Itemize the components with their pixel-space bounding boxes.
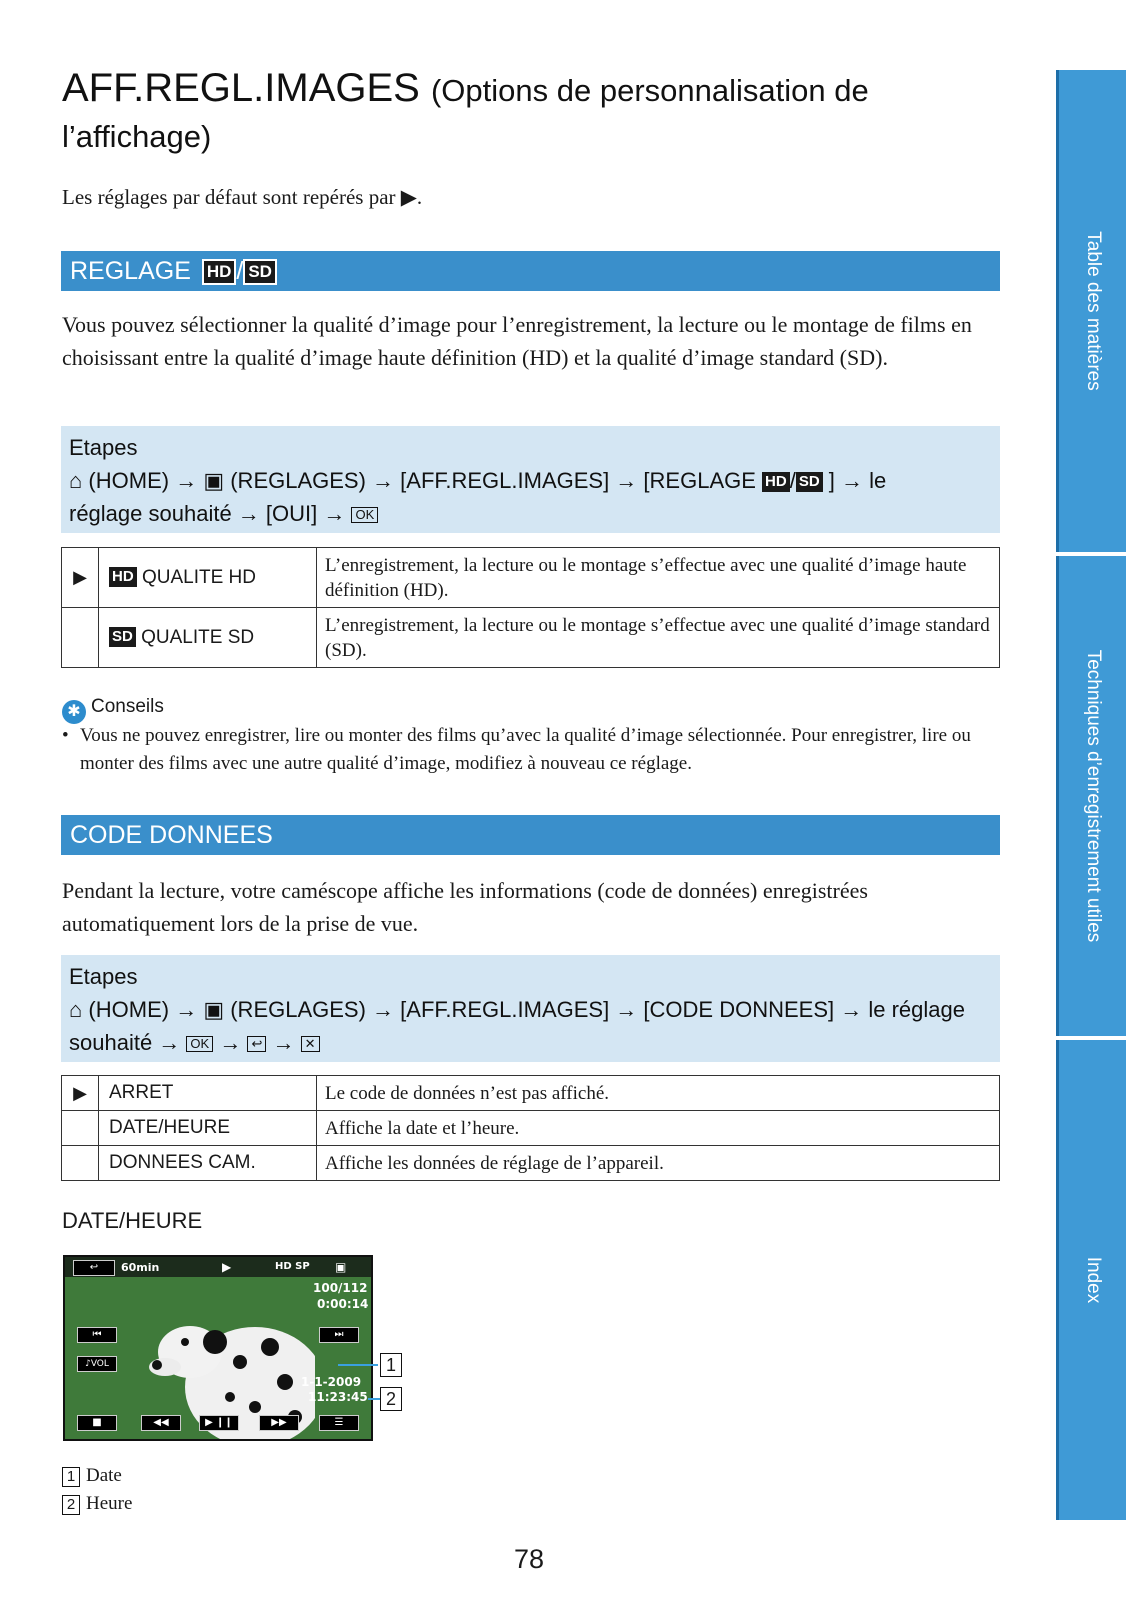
title-main: AFF.REGL.IMAGES bbox=[62, 66, 420, 110]
bullet: • bbox=[62, 725, 69, 746]
table-row bbox=[62, 1146, 1000, 1181]
options-button[interactable]: ☰ bbox=[319, 1415, 359, 1431]
callout-line-2 bbox=[368, 1398, 380, 1400]
callout-1: 1 bbox=[380, 1353, 402, 1377]
quality-indicator: HD SP bbox=[275, 1261, 310, 1272]
figure-label: DATE/HEURE bbox=[62, 1208, 203, 1233]
steps-path: (REGLAGES) → [AFF.REGL.IMAGES] → [REGLAGE bbox=[230, 468, 756, 493]
table-row bbox=[62, 608, 1000, 668]
counter: 100/112 bbox=[313, 1281, 368, 1295]
intro-text: Les réglages par défaut sont repérés par ▶. bbox=[62, 185, 423, 209]
rewind-button[interactable]: ◀◀ bbox=[141, 1415, 181, 1431]
tips-item bbox=[62, 722, 992, 778]
sd-badge: SD bbox=[243, 259, 277, 285]
media-icon: ▣ bbox=[335, 1260, 347, 1274]
tips-header bbox=[62, 696, 164, 724]
camcorder-screen bbox=[63, 1255, 373, 1441]
home-icon: ⌂ bbox=[69, 997, 83, 1022]
steps-title: Etapes bbox=[69, 435, 138, 460]
toolbox-icon: ▣ bbox=[203, 997, 225, 1022]
steps-end: ] → le bbox=[828, 468, 887, 493]
steps-title: Etapes bbox=[69, 964, 138, 989]
slash: / bbox=[236, 257, 244, 285]
section1-description: Vous pouvez sélectionner la qualité d’image pour l’enregistrement, la lecture ou le montage de films en choisissant entre la qualité d’image haute définition (HD) et la qualité d’image standard (SD). bbox=[62, 312, 972, 370]
tab-table-des-matieres[interactable] bbox=[1056, 70, 1126, 552]
table-row bbox=[62, 1076, 1000, 1111]
steps-home: (HOME) bbox=[88, 468, 170, 493]
hd-badge-icon: HD bbox=[762, 472, 790, 492]
vol-label: VOL bbox=[90, 1359, 109, 1369]
page-title bbox=[62, 66, 869, 111]
option-name: DATE/HEURE bbox=[99, 1111, 317, 1146]
steps-line1: ⌂ (HOME) → ▣ (REGLAGES) → [AFF.REGL.IMAGES] → [REGLAGE HD / SD ] → le bbox=[69, 468, 887, 493]
steps-box-reglage bbox=[61, 426, 1000, 533]
default-marker bbox=[62, 1146, 99, 1181]
table-row bbox=[62, 548, 1000, 608]
play-pause-button[interactable]: ▶ ❙❙ bbox=[199, 1415, 239, 1431]
code-donnees-options-table bbox=[61, 1075, 1000, 1181]
hd-badge: HD bbox=[202, 259, 237, 285]
reglage-options-table bbox=[61, 547, 1000, 668]
option-desc: Affiche la date et l’heure. bbox=[317, 1111, 1000, 1146]
volume-button[interactable]: ♪VOL bbox=[77, 1356, 117, 1372]
lightbulb-icon: ✱ bbox=[62, 700, 86, 724]
option-name bbox=[99, 548, 317, 608]
option-desc: L’enregistrement, la lecture ou le montage s’effectue avec une qualité d’image haute définition (HD). bbox=[317, 548, 1000, 608]
tab-label: Table des matières bbox=[1082, 231, 1104, 391]
option-name: DONNEES CAM. bbox=[99, 1146, 317, 1181]
elapsed-time: 0:00:14 bbox=[317, 1297, 369, 1311]
tab-label: Index bbox=[1082, 1256, 1104, 1304]
steps-box-code-donnees bbox=[61, 955, 1000, 1062]
default-marker: ▶ bbox=[62, 548, 99, 608]
home-icon: ⌂ bbox=[69, 468, 83, 493]
steps-line2-text: réglage souhaité → [OUI] → bbox=[69, 501, 346, 526]
tips-text: Vous ne pouvez enregistrer, lire ou monter des films qu’avec la qualité d’image sélectionnée. Pour enregistrer, lire ou monter des films avec une autre qualité d’image, modifiez à nouveau ce réglage. bbox=[80, 725, 971, 774]
steps-line1: ⌂ (HOME) → ▣ (REGLAGES) → [AFF.REGL.IMAGES] → [CODE DONNEES] → le réglage bbox=[69, 997, 965, 1022]
legend-item-1 bbox=[62, 1465, 122, 1487]
section-header-code-donnees bbox=[61, 815, 1000, 855]
date-readout: 1-1-2009 bbox=[301, 1375, 362, 1389]
stop-button[interactable]: ■ bbox=[77, 1415, 117, 1431]
toolbox-icon: ▣ bbox=[203, 468, 225, 493]
section-header-label: REGLAGE bbox=[70, 257, 191, 285]
ok-icon: OK bbox=[351, 507, 378, 523]
ok-icon: OK bbox=[186, 1036, 213, 1052]
legend-item-2 bbox=[62, 1493, 132, 1515]
tab-index[interactable] bbox=[1056, 1040, 1126, 1520]
option-desc: Affiche les données de réglage de l’appareil. bbox=[317, 1146, 1000, 1181]
return-icon: ↩ bbox=[247, 1036, 266, 1052]
legend-number: 1 bbox=[62, 1467, 80, 1487]
option-label: QUALITE HD bbox=[141, 566, 256, 588]
sd-badge-icon: SD bbox=[796, 472, 823, 492]
page-number: 78 bbox=[514, 1544, 545, 1574]
sd-badge-icon: SD bbox=[109, 627, 136, 647]
title-sub: (Options de personnalisation de bbox=[430, 73, 869, 108]
time-readout: 11:23:45 bbox=[308, 1390, 368, 1404]
callout-2: 2 bbox=[380, 1387, 402, 1411]
title-sub-cont: l’affichage) bbox=[62, 119, 212, 154]
battery-indicator: 60min bbox=[121, 1261, 160, 1274]
legend-text: Heure bbox=[86, 1493, 133, 1514]
option-name: ARRET bbox=[99, 1076, 317, 1111]
legend-number: 2 bbox=[62, 1495, 80, 1515]
return-icon: ↩ bbox=[73, 1260, 115, 1276]
previous-button[interactable]: ⏮ bbox=[77, 1327, 117, 1343]
forward-button[interactable]: ▶▶ bbox=[259, 1415, 299, 1431]
section2-description: Pendant la lecture, votre caméscope affiche les informations (code de données) enregistrées automatiquement lors de la prise de vue. bbox=[62, 878, 868, 936]
option-label: QUALITE SD bbox=[141, 626, 255, 648]
default-marker: ▶ bbox=[62, 1076, 99, 1111]
steps-line2-text: souhaité → bbox=[69, 1030, 181, 1055]
callout-line-1 bbox=[338, 1364, 378, 1366]
option-desc: Le code de données n’est pas affiché. bbox=[317, 1076, 1000, 1111]
option-desc: L’enregistrement, la lecture ou le montage s’effectue avec une qualité d’image standard (SD). bbox=[317, 608, 1000, 668]
section-header-label: CODE DONNEES bbox=[70, 821, 273, 849]
table-row bbox=[62, 1111, 1000, 1146]
hd-badge-icon: HD bbox=[109, 567, 137, 587]
steps-line2 bbox=[69, 497, 992, 530]
tips-title: Conseils bbox=[91, 696, 164, 717]
option-name bbox=[99, 608, 317, 668]
play-icon: ▶ bbox=[222, 1260, 232, 1274]
default-marker bbox=[62, 1111, 99, 1146]
legend-text: Date bbox=[86, 1465, 122, 1486]
close-icon: ✕ bbox=[301, 1036, 320, 1052]
steps-path: (REGLAGES) → [AFF.REGL.IMAGES] → [CODE DONNEES] → le réglage bbox=[230, 997, 965, 1022]
default-marker bbox=[62, 608, 99, 668]
steps-line2: souhaité → OK → ↩ → ✕ bbox=[69, 1026, 992, 1059]
tab-techniques[interactable] bbox=[1056, 556, 1126, 1036]
tab-label: Techniques d’enregistrement utiles bbox=[1082, 649, 1104, 943]
next-button[interactable]: ⏭ bbox=[319, 1327, 359, 1343]
section-header-reglage bbox=[61, 251, 1000, 291]
steps-home: (HOME) bbox=[88, 997, 170, 1022]
